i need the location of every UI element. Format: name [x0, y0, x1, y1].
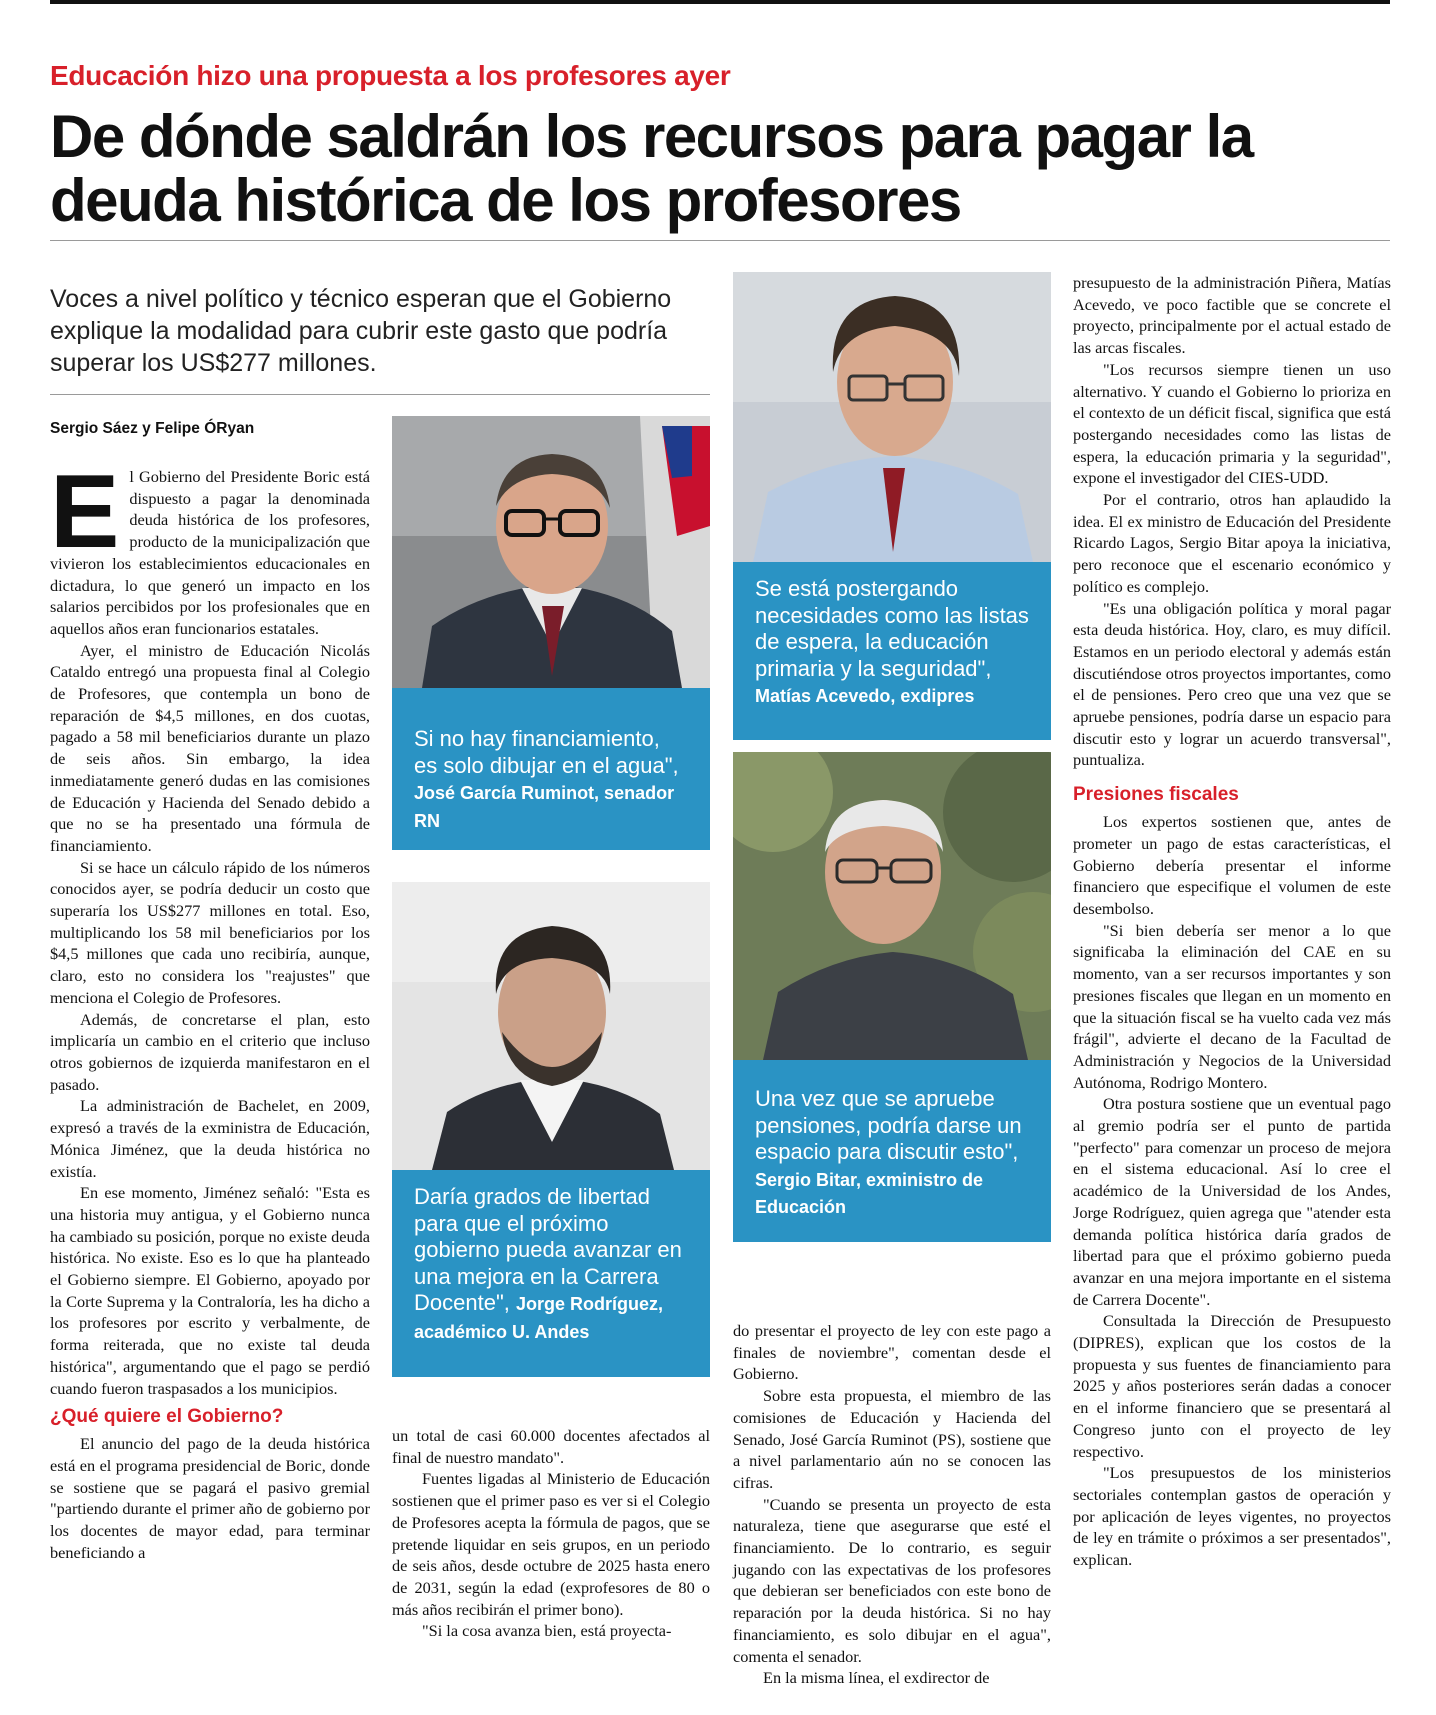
- paragraph: "Si bien debería ser menor a lo que significaba la eliminación del CAE en su momento, van a ser recursos importantes y son presiones fiscales que llegan en un momento en que la situación fiscal se ha vuelto cada vez más frágil", advierte el decano de la Facultad de Administración y Negocios de la Universidad Autónoma, Rodrigo Montero.: [1073, 920, 1391, 1092]
- paragraph: En la misma línea, el exdirector de: [763, 1668, 990, 1688]
- paragraph: do presentar el proyecto de ley con este pago a finales de noviembre", comentan desde el Gobierno.: [733, 1321, 1051, 1384]
- paragraph: presupuesto de la administración Piñera, Matías Acevedo, ve poco factible que se concrete el proyecto, principalmente por el actual estado de las arcas fiscales.: [1073, 273, 1391, 358]
- photo-garcia-ruminot: [392, 416, 710, 688]
- kicker: Educación hizo una propuesta a los profesores ayer: [50, 60, 731, 91]
- paragraph: Los expertos sostienen que, antes de prometer un pago de estas características, el Gobierno debería presentar el informe financiero que especifique el volumen de este desembolso.: [1073, 812, 1391, 918]
- paragraph: Ayer, el ministro de Educación Nicolás Cataldo entregó una propuesta final al Colegio de Profesores, que contempla un bono de reparación de $4,5 millones, en dos cuotas, pagado a 58 mil beneficiarios durante un plazo de seis años. Sin embargo, la idea inmediatamente generó dudas en las comisiones de Educación y Hacienda del Senado debido a que no se ha presentado una fórmula de financiamiento.: [50, 640, 370, 855]
- quote-text: Daría grados de libertad para que el próximo gobierno pueda avanzar en una mejora en la Carrera Docente",: [414, 1184, 682, 1315]
- paragraph: El anuncio del pago de la deuda histórica está en el programa presidencial de Boric, donde se sostiene que se pagará el pasivo gremial "partiendo durante el primer año de gobierno por los docentes de mayor edad, para terminar beneficiando a: [50, 1434, 370, 1562]
- quote-text: Una vez que se apruebe pensiones, podría darse un espacio para discutir esto",: [755, 1086, 1022, 1164]
- subheading-gobierno: ¿Qué quiere el Gobierno?: [50, 1406, 284, 1428]
- paragraph: Otra postura sostiene que un eventual pago al gremio podría ser el punto de partida "perfecto" para comenzar un proceso de mejora en el sistema educacional. Así lo cree el académico de la Universidad de los Andes, Jorge Rodríguez, quien agrega que "atender esta demanda política histórica daría grados de libertad para que el próximo gobierno pueda avanzar en una mejora importante en el sistema de Carrera Docente".: [1073, 1094, 1391, 1309]
- paragraph: Sobre esta propuesta, el miembro de las comisiones de Educación y Hacienda del Senado, José García Ruminot (PS), sostiene que a nivel parlamentario aún no se conocen las cifras.: [733, 1386, 1051, 1492]
- pull-quote-acevedo: [733, 562, 1051, 740]
- pull-quote-rodriguez: [392, 1170, 710, 1377]
- quote-attribution: Sergio Bitar, exministro de Educación: [755, 1169, 984, 1217]
- drop-cap: E: [50, 454, 120, 570]
- subheading-presiones: Presiones fiscales: [1073, 784, 1239, 806]
- quote-attribution: Matías Acevedo, exdipres: [755, 686, 975, 706]
- paragraph: La administración de Bachelet, en 2009, expresó a través de la exministra de Educación, Mónica Jiménez, que la deuda histórica no existía.: [50, 1096, 370, 1181]
- paragraph: En ese momento, Jiménez señaló: "Esta es una historia muy antigua, y el Gobierno nunca ha cambiado su posición, porque no existe deuda histórica. No existe. Eso es lo que ha planteado el Gobierno siempre. El Gobierno, apoyado por la Corte Suprema y la Contraloría, les ha dicho a los profesores por escrito y verbalmente, de forma reiterada, que no existe tal deuda histórica", argumentando que el pago se perdió cuando fueron traspasados a los municipios.: [50, 1183, 370, 1398]
- dek: Voces a nivel político y técnico esperan que el Gobierno explique la modalidad para cubrir este gasto que podría superar los US$277 millones.: [50, 285, 672, 377]
- quote-attribution: José García Ruminot, senador RN: [414, 783, 675, 831]
- article-column-2: [392, 1425, 710, 1642]
- paragraph: "Es una obligación política y moral pagar esta deuda histórica. Hoy, claro, es muy difícil. Estamos en un periodo electoral y además están discutiéndose otros proyectos importantes, como el de pensiones. Pero creo que una vez que se apruebe pensiones, podría darse un espacio para discutir esto y lograr un acuerdo transversal", puntualiza.: [1073, 598, 1391, 770]
- paragraph: "Cuando se presenta un proyecto de esta naturaleza, tiene que asegurarse que esté el financiamiento. De lo contrario, es seguir jugando con las expectativas de los profesores que debieran ser beneficiados con este bono de reparación por la deuda histórica. Si no hay financiamiento, es solo dibujar en el agua", comenta el senador.: [733, 1494, 1051, 1666]
- article-column-3: [733, 1320, 1051, 1689]
- paragraph: Por el contrario, otros han aplaudido la idea. El ex ministro de Educación del Presidente Ricardo Lagos, Sergio Bitar apoya la iniciativa, pero reconoce que el escenario económico y político es complejo.: [1073, 490, 1391, 596]
- paragraph: "Los recursos siempre tienen un uso alternativo. Y cuando el Gobierno lo prioriza en el contexto de un déficit fiscal, significa que está postergando necesidades como las listas de espera, la educación primaria y la seguridad", expone el investigador del CIES-UDD.: [1073, 359, 1391, 488]
- quote-text: Si no hay financiamiento, es solo dibujar en el agua",: [414, 726, 679, 778]
- pull-quote-bitar: [733, 1060, 1051, 1242]
- dek-divider: [50, 394, 710, 395]
- headline: De dónde saldrán los recursos para pagar la deuda histórica de los profesores: [50, 103, 1253, 234]
- quote-attribution: Jorge Rodríguez, académico U. Andes: [414, 1294, 663, 1342]
- photo-sergio-bitar: [733, 752, 1051, 1060]
- paragraph: un total de casi 60.000 docentes afectados al final de nuestro mandato".: [392, 1426, 710, 1467]
- quote-text: Se está postergando necesidades como las listas de espera, la educación primaria y la seguridad",: [755, 576, 1029, 681]
- paragraph: Además, de concretarse el plan, esto implicaría un cambio en el criterio que incluso otros gobiernos de izquierda manifestaron en el pasado.: [50, 1009, 370, 1094]
- photo-matias-acevedo: [733, 272, 1051, 562]
- headline-divider: [50, 240, 1390, 241]
- byline: Sergio Sáez y Felipe ÓRyan: [50, 420, 255, 437]
- paragraph: Fuentes ligadas al Ministerio de Educación sostienen que el primer paso es ver si el Colegio de Profesores acepta la fórmula de pagos, que se pretende liquidar en seis grupos, en un periodo de seis años, desde octubre de 2025 hasta enero de 2031, según la edad (exprofesores de 80 o más años recibirán el primer bono).: [392, 1469, 710, 1619]
- photo-jorge-rodriguez: [392, 882, 710, 1170]
- top-rule: [50, 0, 1390, 4]
- paragraph: Consultada la Dirección de Presupuesto (DIPRES), explican que los costos de la propuesta y sus fuentes de financiamiento para 2025 y años posteriores serán dadas a conocer en el informe financiero que se presentará al Congreso junto con el proyecto de ley respectivo.: [1073, 1311, 1391, 1461]
- article-column-1: [50, 454, 370, 1563]
- paragraph: "Los presupuestos de los ministerios sectoriales contemplan gastos de operación y por aplicación de leyes vigentes, no proyectos de ley en trámite o próximos a ser presentados", explican.: [1073, 1463, 1391, 1570]
- paragraph: "Si la cosa avanza bien, está proyecta-: [422, 1621, 672, 1641]
- paragraph: Si se hace un cálculo rápido de los números conocidos ayer, se podría deducir un costo que superaría los US$277 millones en total. Eso, multiplicando los 58 mil beneficiarios por los $4,5 millones que cada uno recibiría, aunque, claro, esto no considera los "reajustes" que menciona el Colegio de Profesores.: [50, 857, 370, 1007]
- paragraph: l Gobierno del Presidente Boric está dispuesto a pagar la denominada deuda histórica de los profesores, producto de la municipalización que vivieron los establecimientos educacionales en dictadura, lo que generó un impacto en los salarios percibidos por los profesionales que en aquellos años eran funcionarios estatales.: [50, 467, 370, 638]
- pull-quote-garcia: [392, 688, 710, 850]
- article-column-4: [1073, 272, 1391, 1571]
